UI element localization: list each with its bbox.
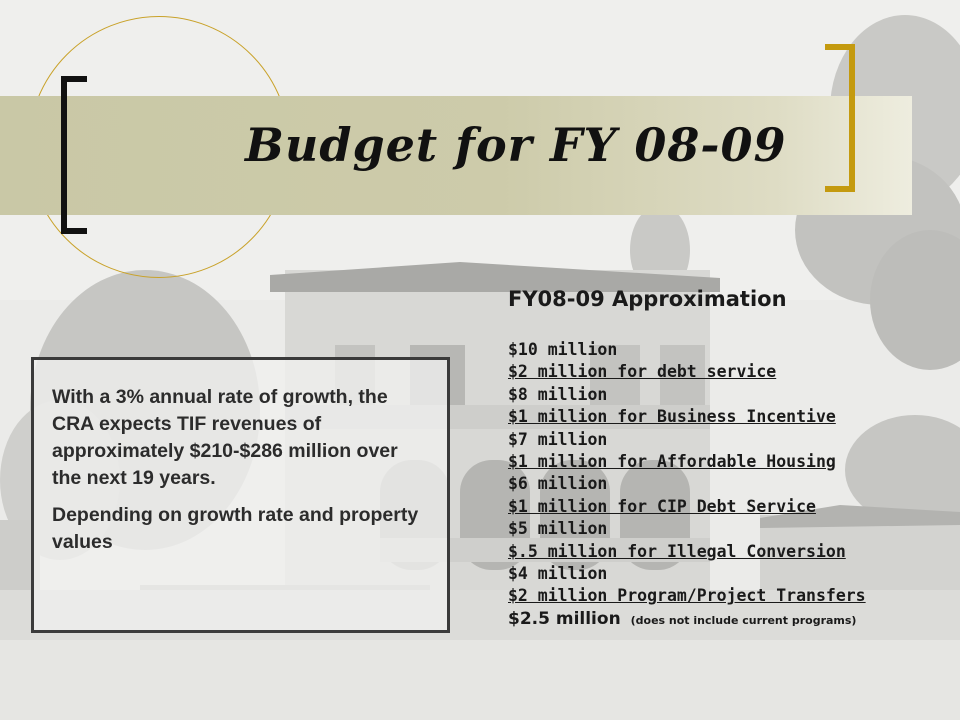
balance-line: $8 million [508, 384, 608, 404]
left-bracket-accent [61, 76, 87, 234]
allocation-line: $1 million for Affordable Housing [508, 452, 836, 472]
final-balance-line [508, 608, 866, 632]
balance-line: $10 million [508, 340, 618, 359]
allocation-line: $2 million for debt service [508, 362, 777, 382]
growth-projection-text: With a 3% annual rate of growth, the CRA expects TIF revenues of approximately $210-$286 million over the next 19 years. [52, 386, 398, 489]
allocation-line: $2 million Program/Project Transfers [508, 586, 866, 606]
allocation-line: $1 million for Business Incentive [508, 407, 836, 427]
final-note: (does not include current programs) [630, 613, 857, 627]
growth-caveat-text: Depending on growth rate and property values [52, 504, 419, 553]
final-amount: $2.5 million [508, 608, 621, 629]
slide-title: Budget for FY 08-09 [245, 118, 787, 172]
balance-line: $7 million [508, 429, 608, 449]
allocation-line: $.5 million for Illegal Conversion [508, 541, 846, 561]
allocation-line: $1 million for CIP Debt Service [508, 496, 816, 516]
approximation-list [508, 339, 866, 632]
right-bracket-accent [825, 44, 855, 192]
growth-info-box [31, 357, 450, 633]
balance-line: $4 million [508, 564, 608, 584]
balance-line: $5 million [508, 519, 608, 539]
approximation-heading: FY08-09 Approximation [508, 287, 787, 311]
balance-line: $6 million [508, 474, 608, 494]
